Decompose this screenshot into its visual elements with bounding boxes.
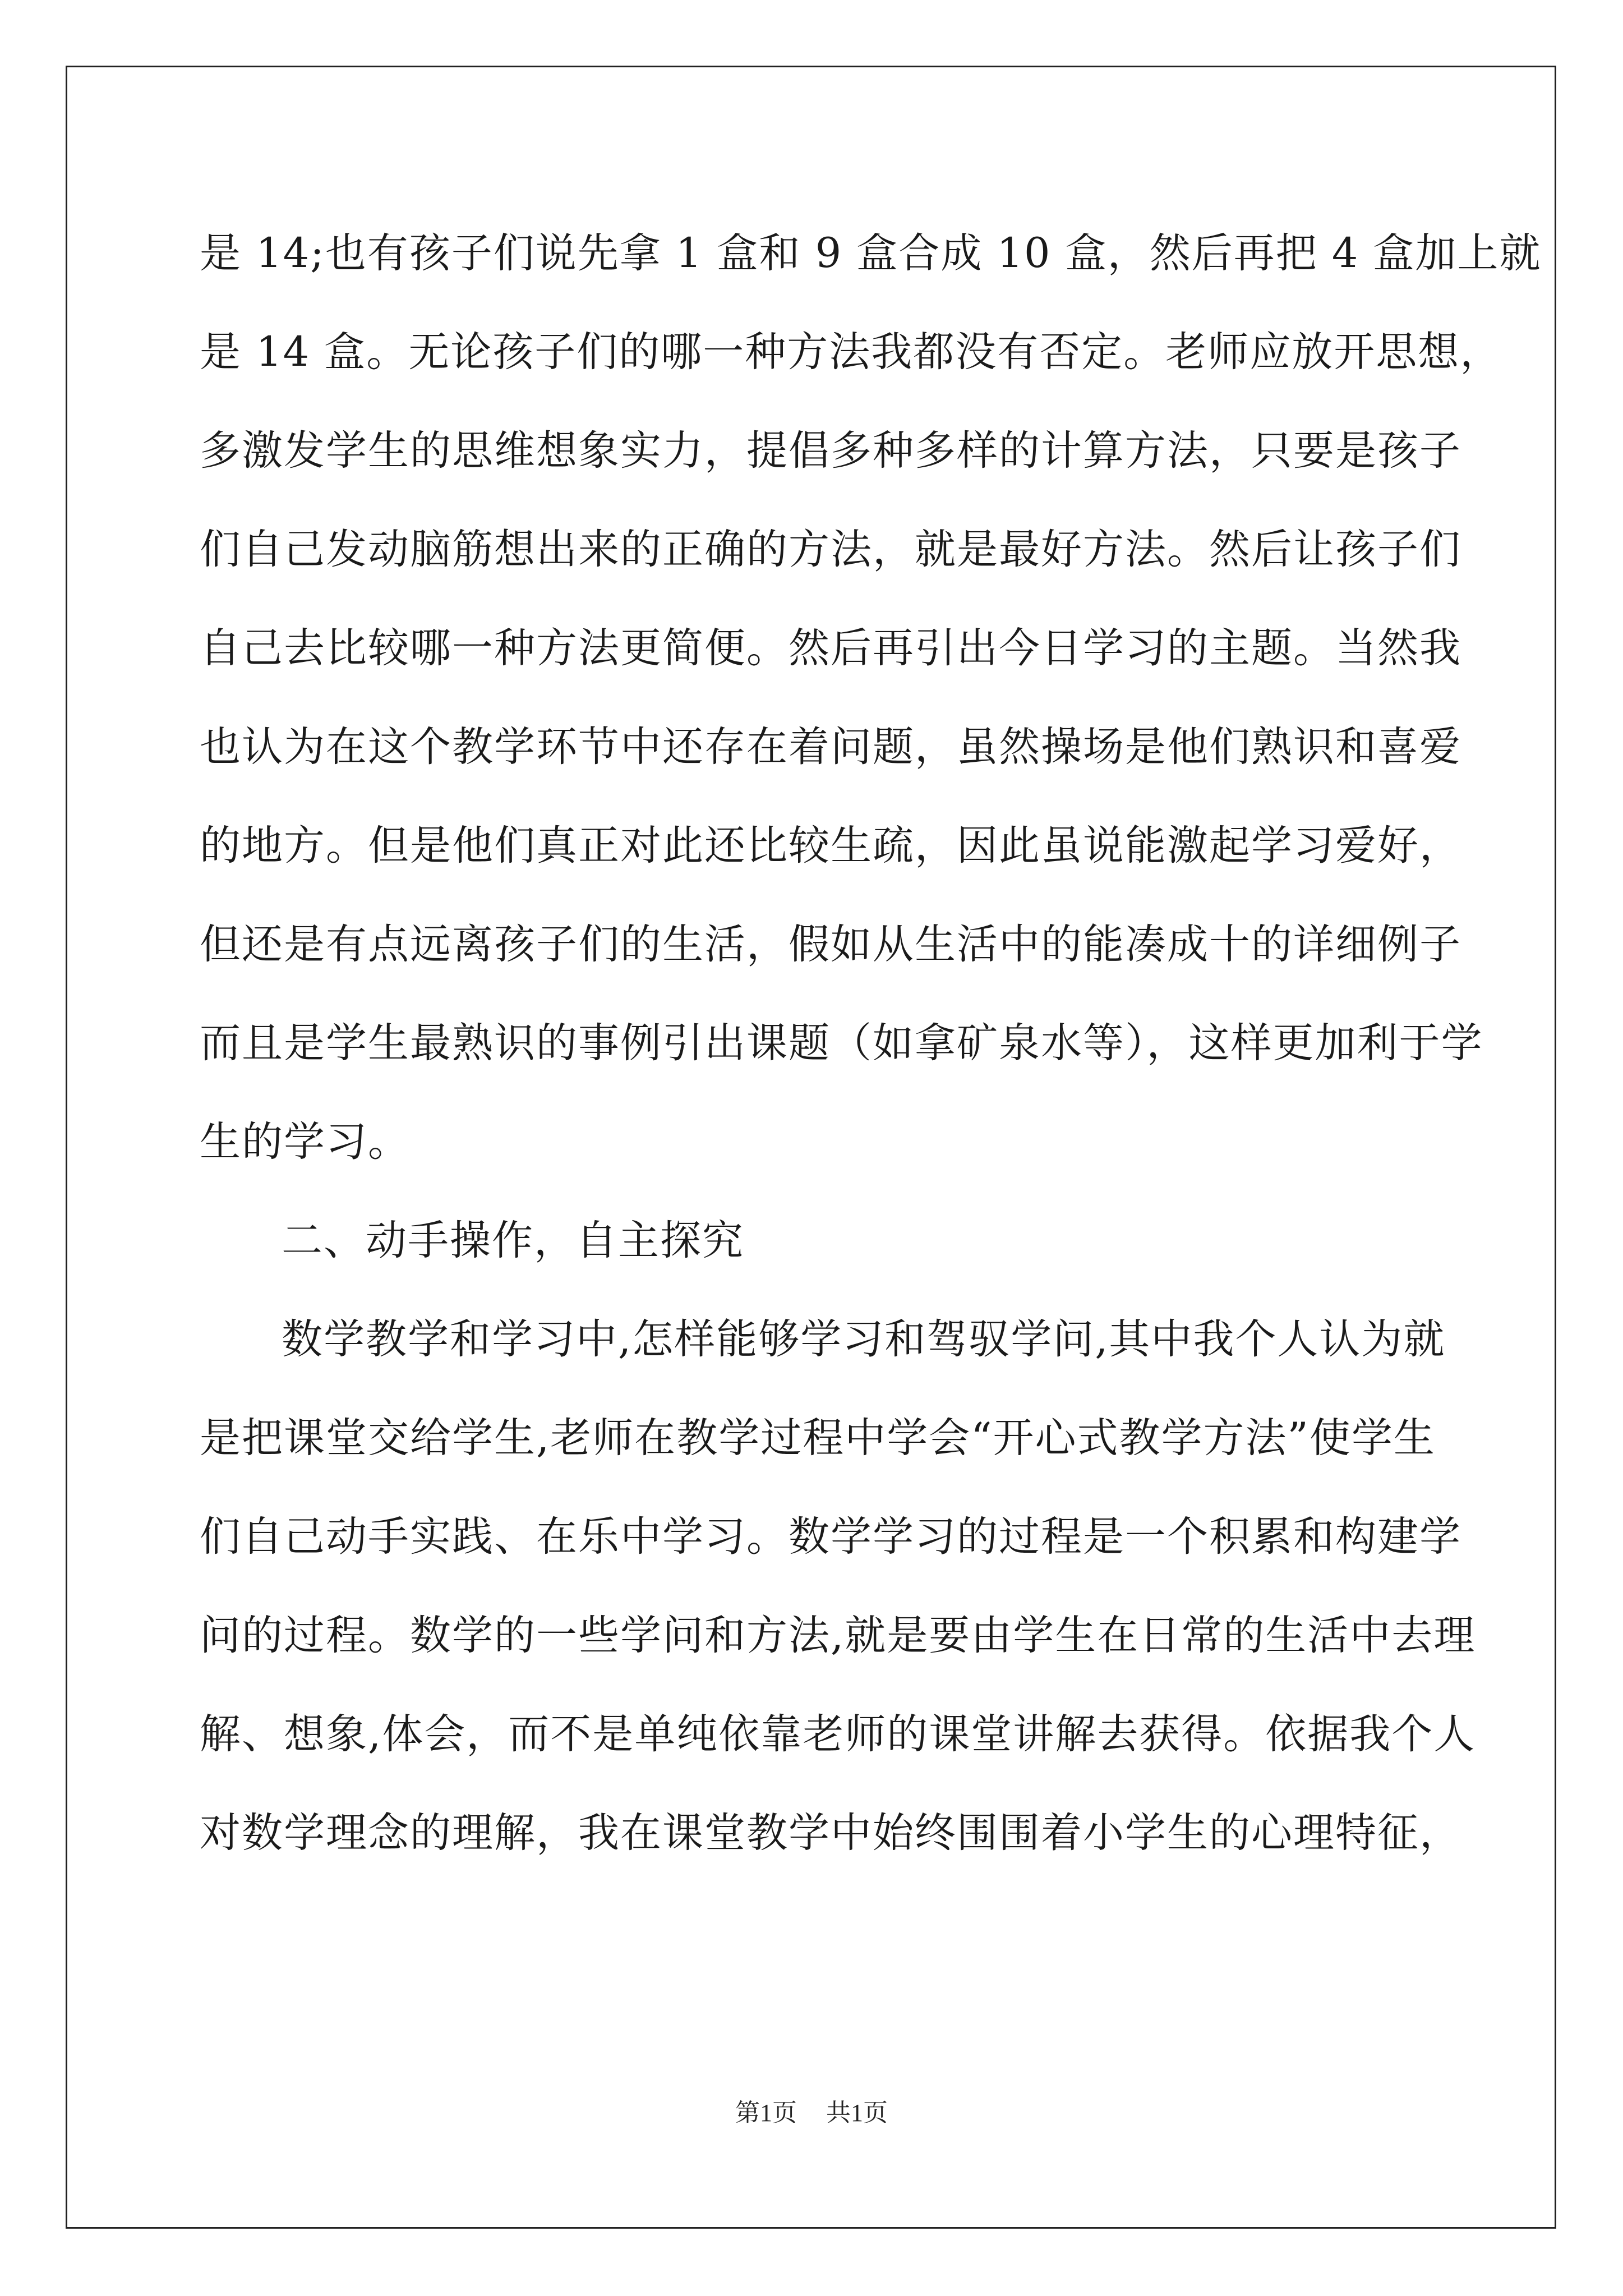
- page-number: 第1页: [735, 2099, 797, 2127]
- text-line: 是 14 盒。无论孩子们的哪一种方法我都没有否定。老师应放开思想，: [200, 328, 1502, 376]
- text-line: 但还是有点远离孩子们的生活，假如从生活中的能凑成十的详细例子: [200, 921, 1461, 968]
- text-line: 也认为在这个教学环节中还存在着问题，虽然操场是他们熟识和喜爱: [200, 723, 1461, 771]
- page-total: 共1页: [826, 2099, 888, 2127]
- page-footer: [0, 2092, 1623, 2128]
- text-line: 们自己动手实践、在乐中学习。数学学习的过程是一个积累和构建学: [200, 1513, 1461, 1561]
- text-line: 数学教学和学习中,怎样能够学习和驾驭学问,其中我个人认为就: [282, 1315, 1446, 1363]
- text-line: 解、想象,体会，而不是单纯依靠老师的课堂讲解去获得。依据我个人: [200, 1710, 1476, 1758]
- text-line: 问的过程。数学的一些学问和方法,就是要由学生在日常的生活中去理: [200, 1612, 1476, 1659]
- text-line: 是 14;也有孩子们说先拿 1 盒和 9 盒合成 10 盒，然后再把 4 盒加上就: [200, 229, 1542, 277]
- document-body: [200, 213, 1542, 1892]
- text-line: 是把课堂交给学生,老师在教学过程中学会“开心式教学方法”使学生: [200, 1414, 1436, 1462]
- text-line: 而且是学生最熟识的事例引出课题（如拿矿泉水等），这样更加利于学: [200, 1019, 1483, 1067]
- text-line: 生的学习。: [200, 1118, 410, 1166]
- text-line: 自己去比较哪一种方法更简便。然后再引出今日学习的主题。当然我: [200, 624, 1461, 672]
- text-line: 们自己发动脑筋想出来的正确的方法，就是最好方法。然后让孩子们: [200, 526, 1461, 573]
- text-line: 对数学理念的理解，我在课堂教学中始终围围着小学生的心理特征，: [200, 1809, 1461, 1857]
- text-line: 多激发学生的思维想象实力，提倡多种多样的计算方法，只要是孩子: [200, 427, 1461, 475]
- text-line: 的地方。但是他们真正对此还比较生疏，因此虽说能激起学习爱好，: [200, 822, 1461, 869]
- section-heading: 二、动手操作，自主探究: [282, 1217, 744, 1264]
